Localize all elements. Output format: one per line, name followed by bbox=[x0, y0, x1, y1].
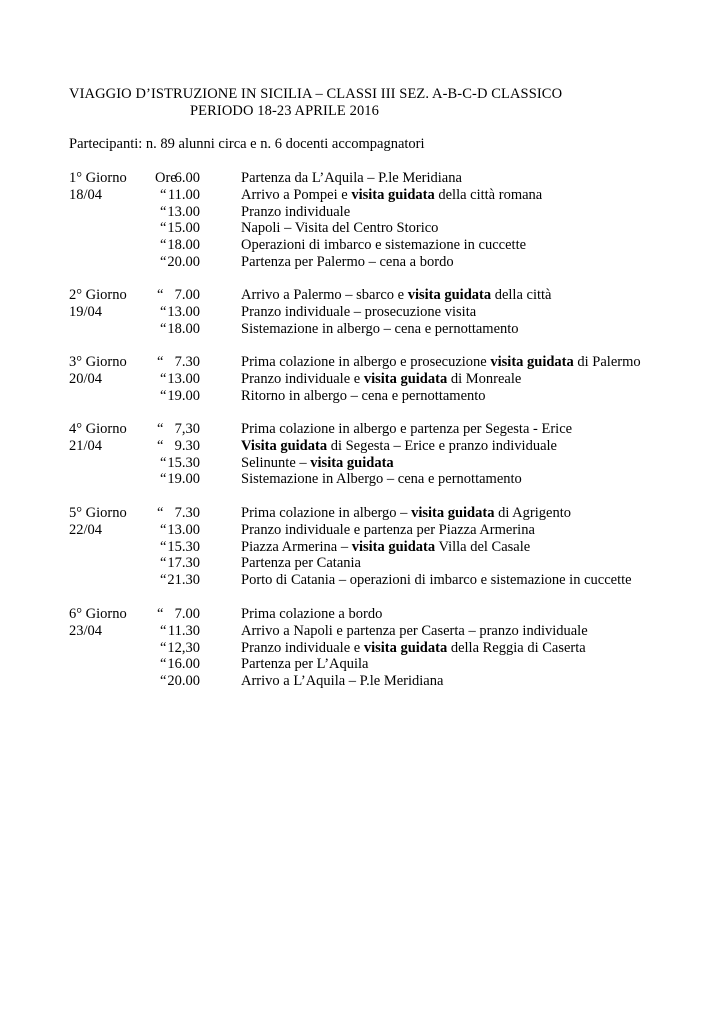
time-value: 15.30 bbox=[167, 454, 200, 471]
time-value: 7.00 bbox=[174, 606, 200, 622]
time-value: 15.00 bbox=[167, 220, 200, 237]
activity-text bbox=[241, 539, 530, 556]
schedule-row bbox=[69, 640, 725, 657]
time-prefix: “ bbox=[160, 303, 167, 320]
activity-segment: Arrivo a L’Aquila – P.le Meridiana bbox=[241, 673, 444, 690]
schedule-row bbox=[69, 572, 725, 589]
schedule-row bbox=[69, 455, 725, 472]
activity-text bbox=[241, 354, 641, 371]
activity-segment: Partenza per Catania bbox=[241, 555, 361, 572]
time-prefix: “ bbox=[160, 253, 167, 270]
activity-segment: Pranzo individuale bbox=[241, 203, 351, 220]
schedule-row bbox=[69, 606, 725, 623]
activity-text bbox=[241, 371, 521, 388]
activity-segment: Villa del Casale bbox=[435, 538, 531, 555]
activity-segment: Pranzo individuale e bbox=[241, 639, 364, 656]
time-value: 7.30 bbox=[174, 505, 200, 521]
schedule-row bbox=[69, 539, 725, 556]
time-value: 11.30 bbox=[167, 622, 200, 639]
activity-text bbox=[241, 471, 522, 488]
activity-text bbox=[241, 438, 557, 455]
time-prefix: “ bbox=[157, 606, 164, 622]
emphasis-text: visita guidata bbox=[411, 505, 495, 521]
activity-segment: Sistemazione in albergo – cena e pernottamento bbox=[241, 320, 519, 337]
activity-text bbox=[241, 522, 535, 539]
time-value: 13.00 bbox=[167, 203, 200, 220]
schedule-row bbox=[69, 204, 725, 221]
schedule-row bbox=[69, 438, 725, 455]
time-prefix: “ bbox=[157, 437, 164, 454]
day-label: 6° Giorno bbox=[69, 606, 127, 622]
activity-segment: Prima colazione a bordo bbox=[241, 606, 383, 622]
schedule-row bbox=[69, 656, 725, 673]
day-date: 20/04 bbox=[69, 370, 103, 387]
emphasis-text: Visita guidata bbox=[241, 437, 328, 454]
activity-segment: Piazza Armerina – bbox=[241, 538, 352, 555]
activity-segment: Prima colazione in albergo e partenza per Segesta - Erice bbox=[241, 421, 573, 437]
time-value: 19.00 bbox=[167, 471, 200, 488]
emphasis-text: visita guidata bbox=[363, 639, 448, 656]
activity-text bbox=[241, 640, 586, 657]
activity-segment: della Reggia di Caserta bbox=[447, 639, 586, 656]
activity-segment: Partenza da L’Aquila – P.le Meridiana bbox=[241, 170, 462, 186]
schedule-row bbox=[69, 170, 725, 187]
schedule-row bbox=[69, 522, 725, 539]
schedule-row bbox=[69, 673, 725, 690]
time-prefix: “ bbox=[157, 287, 164, 303]
time-prefix: “ bbox=[160, 673, 167, 690]
time-value: 9.30 bbox=[174, 437, 200, 454]
activity-segment: Prima colazione in albergo e prosecuzione bbox=[241, 354, 491, 370]
day-block bbox=[69, 170, 725, 271]
time-prefix: “ bbox=[160, 538, 167, 555]
time-prefix: Ore bbox=[155, 170, 177, 186]
time-prefix: “ bbox=[160, 572, 167, 589]
time-value: 16.00 bbox=[167, 656, 200, 673]
day-date: 21/04 bbox=[69, 437, 103, 454]
activity-segment: Pranzo individuale e bbox=[241, 370, 364, 387]
schedule-row bbox=[69, 237, 725, 254]
schedule-row bbox=[69, 304, 725, 321]
activity-text bbox=[241, 572, 632, 589]
time-prefix: “ bbox=[160, 387, 167, 404]
time-prefix: “ bbox=[160, 521, 167, 538]
time-value: 20.00 bbox=[167, 673, 200, 690]
document-title: VIAGGIO D’ISTRUZIONE IN SICILIA – CLASSI III SEZ. A-B-C-D CLASSICO bbox=[69, 86, 563, 102]
time-prefix: “ bbox=[160, 320, 167, 337]
activity-segment: Partenza per L’Aquila bbox=[241, 656, 369, 673]
day-label: 3° Giorno bbox=[69, 354, 127, 370]
time-prefix: “ bbox=[160, 186, 167, 203]
schedule-row bbox=[69, 555, 725, 572]
activity-segment: di Monreale bbox=[447, 370, 522, 387]
time-value: 17.30 bbox=[167, 555, 200, 572]
time-value: 13.00 bbox=[167, 370, 200, 387]
time-value: 13.00 bbox=[167, 521, 200, 538]
emphasis-text: visita guidata bbox=[407, 287, 492, 303]
time-prefix: “ bbox=[160, 656, 167, 673]
schedule-row bbox=[69, 505, 725, 522]
participants-line: Partecipanti: n. 89 alunni circa e n. 6 docenti accompagnatori bbox=[69, 136, 425, 152]
time-value: 18.00 bbox=[167, 237, 200, 254]
activity-segment: Ritorno in albergo – cena e pernottamento bbox=[241, 387, 486, 404]
emphasis-text: visita guidata bbox=[490, 354, 574, 370]
activity-text bbox=[241, 187, 542, 204]
emphasis-text: visita guidata bbox=[351, 538, 436, 555]
schedule-row bbox=[69, 254, 725, 271]
activity-text bbox=[241, 606, 382, 623]
emphasis-text: visita guidata bbox=[363, 370, 448, 387]
day-date: 23/04 bbox=[69, 622, 103, 639]
day-block bbox=[69, 505, 725, 589]
activity-segment: Arrivo a Napoli e partenza per Caserta – pranzo individuale bbox=[241, 622, 588, 639]
schedule-row bbox=[69, 354, 725, 371]
day-label: 5° Giorno bbox=[69, 505, 127, 521]
activity-text bbox=[241, 421, 572, 438]
activity-text bbox=[241, 505, 571, 522]
schedule-row bbox=[69, 287, 725, 304]
time-prefix: “ bbox=[157, 505, 164, 521]
schedule-row bbox=[69, 388, 725, 405]
activity-text bbox=[241, 623, 588, 640]
schedule-row bbox=[69, 321, 725, 338]
time-value: 7,30 bbox=[174, 421, 200, 437]
time-value: 15.30 bbox=[167, 538, 200, 555]
activity-segment: Partenza per Palermo – cena a bordo bbox=[241, 253, 454, 270]
day-block bbox=[69, 287, 725, 337]
activity-text bbox=[241, 220, 438, 237]
activity-segment: Prima colazione in albergo – bbox=[241, 505, 412, 521]
day-label: 2° Giorno bbox=[69, 287, 127, 303]
day-label: 4° Giorno bbox=[69, 421, 127, 437]
day-date: 22/04 bbox=[69, 521, 103, 538]
activity-segment: Arrivo a Palermo – sbarco e bbox=[241, 287, 408, 303]
activity-text bbox=[241, 673, 443, 690]
time-value: 7.00 bbox=[174, 287, 200, 303]
day-block bbox=[69, 421, 725, 488]
time-value: 6.00 bbox=[174, 170, 200, 186]
time-prefix: “ bbox=[160, 370, 167, 387]
activity-segment: Operazioni di imbarco e sistemazione in cuccette bbox=[241, 237, 527, 254]
activity-segment: della città romana bbox=[434, 186, 543, 203]
activity-segment: Napoli – Visita del Centro Storico bbox=[241, 220, 439, 237]
activity-text bbox=[241, 204, 350, 221]
time-prefix: “ bbox=[160, 639, 167, 656]
time-value: 12,30 bbox=[167, 639, 200, 656]
schedule-row bbox=[69, 187, 725, 204]
day-block bbox=[69, 354, 725, 404]
activity-text bbox=[241, 237, 526, 254]
activity-text bbox=[241, 656, 369, 673]
activity-text bbox=[241, 388, 486, 405]
emphasis-text: visita guidata bbox=[310, 454, 394, 471]
time-value: 19.00 bbox=[167, 387, 200, 404]
activity-text bbox=[241, 304, 476, 321]
activity-segment: Arrivo a Pompei e bbox=[241, 186, 352, 203]
time-value: 11.00 bbox=[167, 186, 200, 203]
activity-segment: di Agrigento bbox=[494, 505, 571, 521]
time-value: 20.00 bbox=[167, 253, 200, 270]
schedule-row bbox=[69, 421, 725, 438]
time-prefix: “ bbox=[160, 220, 167, 237]
activity-segment: Pranzo individuale e partenza per Piazza Armerina bbox=[241, 521, 535, 538]
document-period: PERIODO 18-23 APRILE 2016 bbox=[190, 103, 379, 119]
schedule-row bbox=[69, 471, 725, 488]
activity-text bbox=[241, 555, 361, 572]
activity-segment: Porto di Catania – operazioni di imbarco e sistemazione in cuccette bbox=[241, 572, 632, 589]
activity-text bbox=[241, 170, 462, 187]
time-value: 7.30 bbox=[174, 354, 200, 370]
day-date: 19/04 bbox=[69, 303, 103, 320]
time-prefix: “ bbox=[160, 237, 167, 254]
time-prefix: “ bbox=[157, 421, 164, 437]
time-prefix: “ bbox=[160, 454, 167, 471]
activity-segment: Sistemazione in Albergo – cena e pernottamento bbox=[241, 471, 522, 488]
activity-text bbox=[241, 455, 394, 472]
activity-segment: di Segesta – Erice e pranzo individuale bbox=[327, 437, 557, 454]
schedule-row bbox=[69, 220, 725, 237]
activity-segment: della città bbox=[491, 287, 552, 303]
time-prefix: “ bbox=[160, 203, 167, 220]
time-prefix: “ bbox=[157, 354, 164, 370]
time-prefix: “ bbox=[160, 622, 167, 639]
time-prefix: “ bbox=[160, 555, 167, 572]
activity-segment: di Palermo bbox=[573, 354, 641, 370]
day-date: 18/04 bbox=[69, 186, 103, 203]
schedule-row bbox=[69, 623, 725, 640]
activity-segment: Selinunte – bbox=[241, 454, 311, 471]
time-value: 13.00 bbox=[167, 303, 200, 320]
activity-text bbox=[241, 254, 454, 271]
activity-text bbox=[241, 321, 519, 338]
time-value: 18.00 bbox=[167, 320, 200, 337]
time-value: 21.30 bbox=[167, 572, 200, 589]
time-prefix: “ bbox=[160, 471, 167, 488]
activity-text bbox=[241, 287, 551, 304]
day-block bbox=[69, 606, 725, 690]
day-label: 1° Giorno bbox=[69, 170, 127, 186]
schedule-row bbox=[69, 371, 725, 388]
activity-segment: Pranzo individuale – prosecuzione visita bbox=[241, 303, 477, 320]
emphasis-text: visita guidata bbox=[351, 186, 435, 203]
